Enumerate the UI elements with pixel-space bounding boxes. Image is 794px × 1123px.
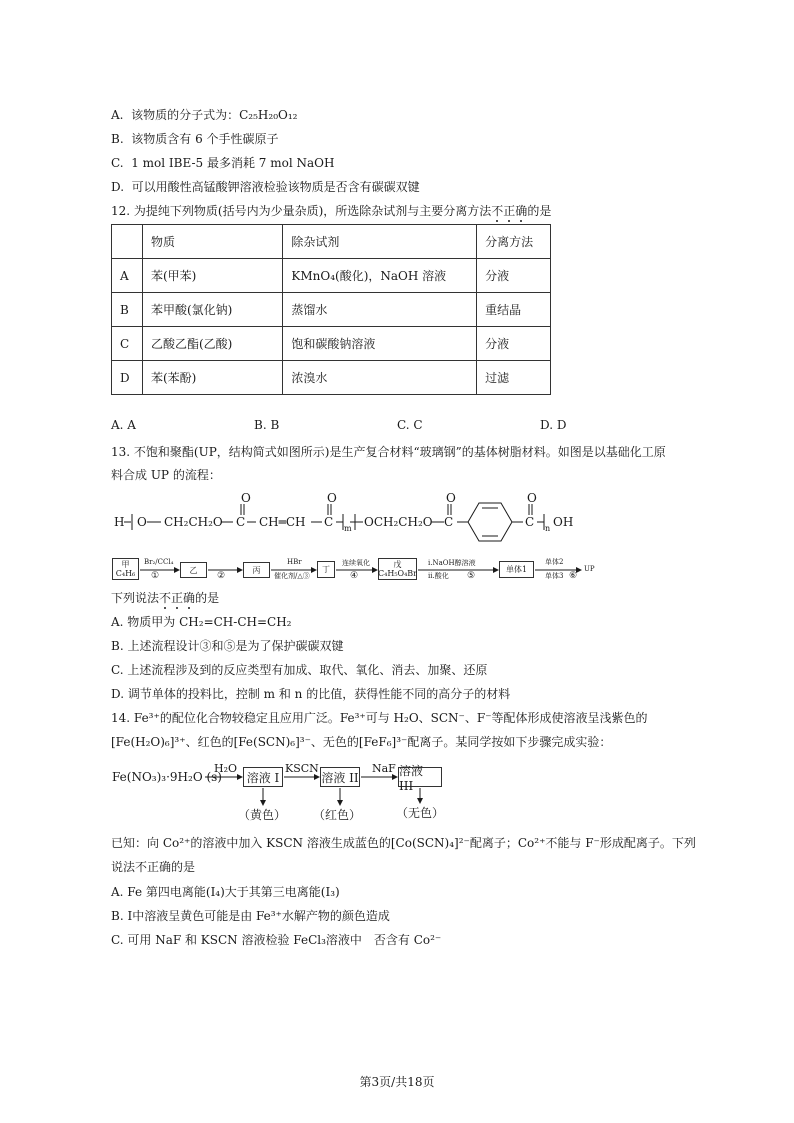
table-cell: C [112, 327, 143, 361]
q14-stem-line2: [Fe(H₂O)₆]³⁺、红色的[Fe(SCN)₆]³⁻、无色的[FeF₆]³⁻配离子。某同学按如下步骤完成实验： [111, 735, 612, 749]
q12-choice-a: A. A [111, 418, 136, 432]
flow-reagent: 单体3 [545, 572, 564, 580]
flow-step: ④ [350, 571, 359, 581]
q13-option-c: C. 上述流程涉及到的反应类型有加成、取代、氧化、消去、加聚、还原 [111, 663, 488, 677]
formula-ch2ch2o: CH₂CH₂O [164, 515, 223, 529]
table-cell: 苯(甲苯) [142, 259, 282, 293]
table-cell: 分液 [477, 327, 551, 361]
solution-2-box: 溶液 II [320, 767, 360, 787]
formula-subscript-n: n [545, 524, 551, 533]
flow-reagent: 单体2 [545, 558, 564, 566]
q14-option-c: C. 可用 NaF 和 KSCN 溶液检验 FeCl₃溶液中 否含有 Co²⁻ [111, 933, 442, 947]
table-header-cell [112, 225, 143, 259]
flow-reagent: ⅰ.NaOH醇溶液 [428, 559, 476, 567]
carbonyl-oxygen: O [327, 491, 337, 505]
q11-option-a: A. 该物质的分子式为：C₂₅H₂₀O₁₂ [111, 108, 298, 122]
table-cell: B [112, 293, 143, 327]
flow-label: 丙 [252, 565, 261, 575]
formula-c: C [324, 515, 334, 529]
formula-c: C [236, 515, 246, 529]
table-cell: 过滤 [477, 361, 551, 395]
table-row [112, 259, 551, 293]
reactant-formula: Fe(NO₃)₃·9H₂O (s) [112, 770, 222, 784]
table-row [112, 293, 551, 327]
solution-3-box: 溶液 III [398, 767, 442, 787]
q12-choice-b: B. B [254, 418, 280, 432]
table-cell: D [112, 361, 143, 395]
q11-option-d: D. 可以用酸性高锰酸钾溶液检验该物质是否含有碳碳双键 [111, 180, 420, 194]
color-label: （红色） [313, 808, 362, 822]
table-cell: 蒸馏水 [283, 293, 477, 327]
formula-ch-eq-ch: CH═CH [259, 515, 306, 529]
q13-question: 下列说法不正确的是 [111, 591, 220, 605]
flow-label: 单体1 [505, 565, 528, 574]
table-row [112, 361, 551, 395]
color-label: （无色） [396, 806, 445, 820]
q13-option-d: D. 调节单体的投料比，控制 m 和 n 的比值，获得性能不同的高分子的材料 [111, 687, 511, 701]
table-cell: 重结晶 [477, 293, 551, 327]
table-cell: KMnO₄(酸化)，NaOH 溶液 [283, 259, 477, 293]
carbonyl-oxygen: O [527, 491, 537, 505]
carbonyl-oxygen: O [446, 491, 456, 505]
q13-option-b: B. 上述流程设计③和⑤是为了保护碳碳双键 [111, 639, 344, 653]
flow-reagent: ⅱ.酸化 [428, 572, 449, 580]
solution-1-box: 溶液 I [243, 767, 283, 787]
flow-arrows [0, 555, 794, 585]
flow-reagent: HBr [287, 558, 302, 566]
formula-c: C [444, 515, 454, 529]
color-label: （黄色） [238, 808, 287, 822]
flow-reagent: Br₂/CCl₄ [144, 558, 174, 566]
formula-oh: OH [553, 515, 574, 529]
reagent-label: H₂O [214, 762, 238, 775]
q14-known-line2: 说法不正确的是 [111, 860, 196, 874]
flow-formula: C₄H₆ [115, 569, 136, 578]
table-cell: 苯(苯酚) [142, 361, 282, 395]
table-header-row [112, 225, 551, 259]
flow-reagent: 催化剂/△③ [274, 572, 310, 580]
flow-reagent: 连续氧化 [342, 559, 370, 567]
flow-label: 戊 [393, 560, 402, 569]
reagent-label: KSCN [285, 762, 319, 775]
carbonyl-oxygen: O [241, 491, 251, 505]
q12-stem: 12. 为提纯下列物质(括号内为少量杂质)，所选除杂试剂与主要分离方法不正确的是 [111, 204, 552, 218]
q12-choice-d: D. D [540, 418, 567, 432]
flow-step: ⑥ [569, 571, 578, 581]
q12-table [111, 224, 551, 395]
table-row [112, 327, 551, 361]
table-cell: 苯甲酸(氯化钠) [142, 293, 282, 327]
table-cell: 分液 [477, 259, 551, 293]
reagent-label: NaF [372, 762, 396, 775]
experiment-arrows [0, 760, 794, 820]
flow-label: 乙 [189, 565, 198, 575]
formula-o: O [137, 515, 147, 529]
q14-stem-line1: 14. Fe³⁺的配位化合物较稳定且应用广泛。Fe³⁺可与 H₂O、SCN⁻、F⁻等配体形成使溶液呈浅紫色的 [111, 711, 648, 725]
q11-option-b: B. 该物质含有 6 个手性碳原子 [111, 132, 279, 146]
table-cell: A [112, 259, 143, 293]
flow-step: ② [217, 571, 226, 581]
table-header-cell: 除杂试剂 [283, 225, 477, 259]
flow-formula: C₄H₅O₄Br [378, 569, 417, 578]
flow-label: 丁 [322, 565, 330, 574]
q13-stem-line1: 13. 不饱和聚酯(UP，结构简式如图所示)是生产复合材料“玻璃钢”的基体树脂材料。如图是以基础化工原 [111, 445, 666, 459]
q13-option-a: A. 物质甲为 CH₂=CH-CH=CH₂ [111, 615, 292, 629]
formula-subscript-m: m [344, 524, 352, 533]
q12-stem-dotted: 不正确 [491, 204, 528, 218]
q12-choice-c: C. C [397, 418, 423, 432]
table-cell: 乙酸乙酯(乙酸) [142, 327, 282, 361]
flow-product-up: UP [584, 565, 595, 573]
flow-step: ① [151, 571, 160, 581]
q14-option-a: A. Fe 第四电离能(I₄)大于其第三电离能(I₃) [111, 885, 340, 899]
table-cell: 饱和碳酸钠溶液 [283, 327, 477, 361]
flow-step: ⑤ [467, 571, 476, 581]
page-footer: 第3页/共18页 [359, 1075, 435, 1089]
table-cell: 浓溴水 [283, 361, 477, 395]
formula-h: H [114, 515, 125, 529]
formula-c: C [525, 515, 535, 529]
q13-stem-line2: 料合成 UP 的流程： [111, 468, 221, 482]
q14-option-b: B. I中溶液呈黄色可能是由 Fe³⁺水解产物的颜色造成 [111, 909, 390, 923]
q13-question-dotted: 不正确 [159, 591, 196, 605]
flow-label: 甲 [121, 560, 130, 569]
q11-option-c: C. 1 mol IBE-5 最多消耗 7 mol NaOH [111, 156, 335, 170]
table-header-cell: 物质 [142, 225, 282, 259]
formula-och2ch2o: OCH₂CH₂O [364, 515, 433, 529]
table-header-cell: 分离方法 [477, 225, 551, 259]
q14-known-line1: 已知：向 Co²⁺的溶液中加入 KSCN 溶液生成蓝色的[Co(SCN)₄]²⁻配离子；Co²⁺不能与 F⁻形成配离子。下列 [111, 836, 696, 850]
